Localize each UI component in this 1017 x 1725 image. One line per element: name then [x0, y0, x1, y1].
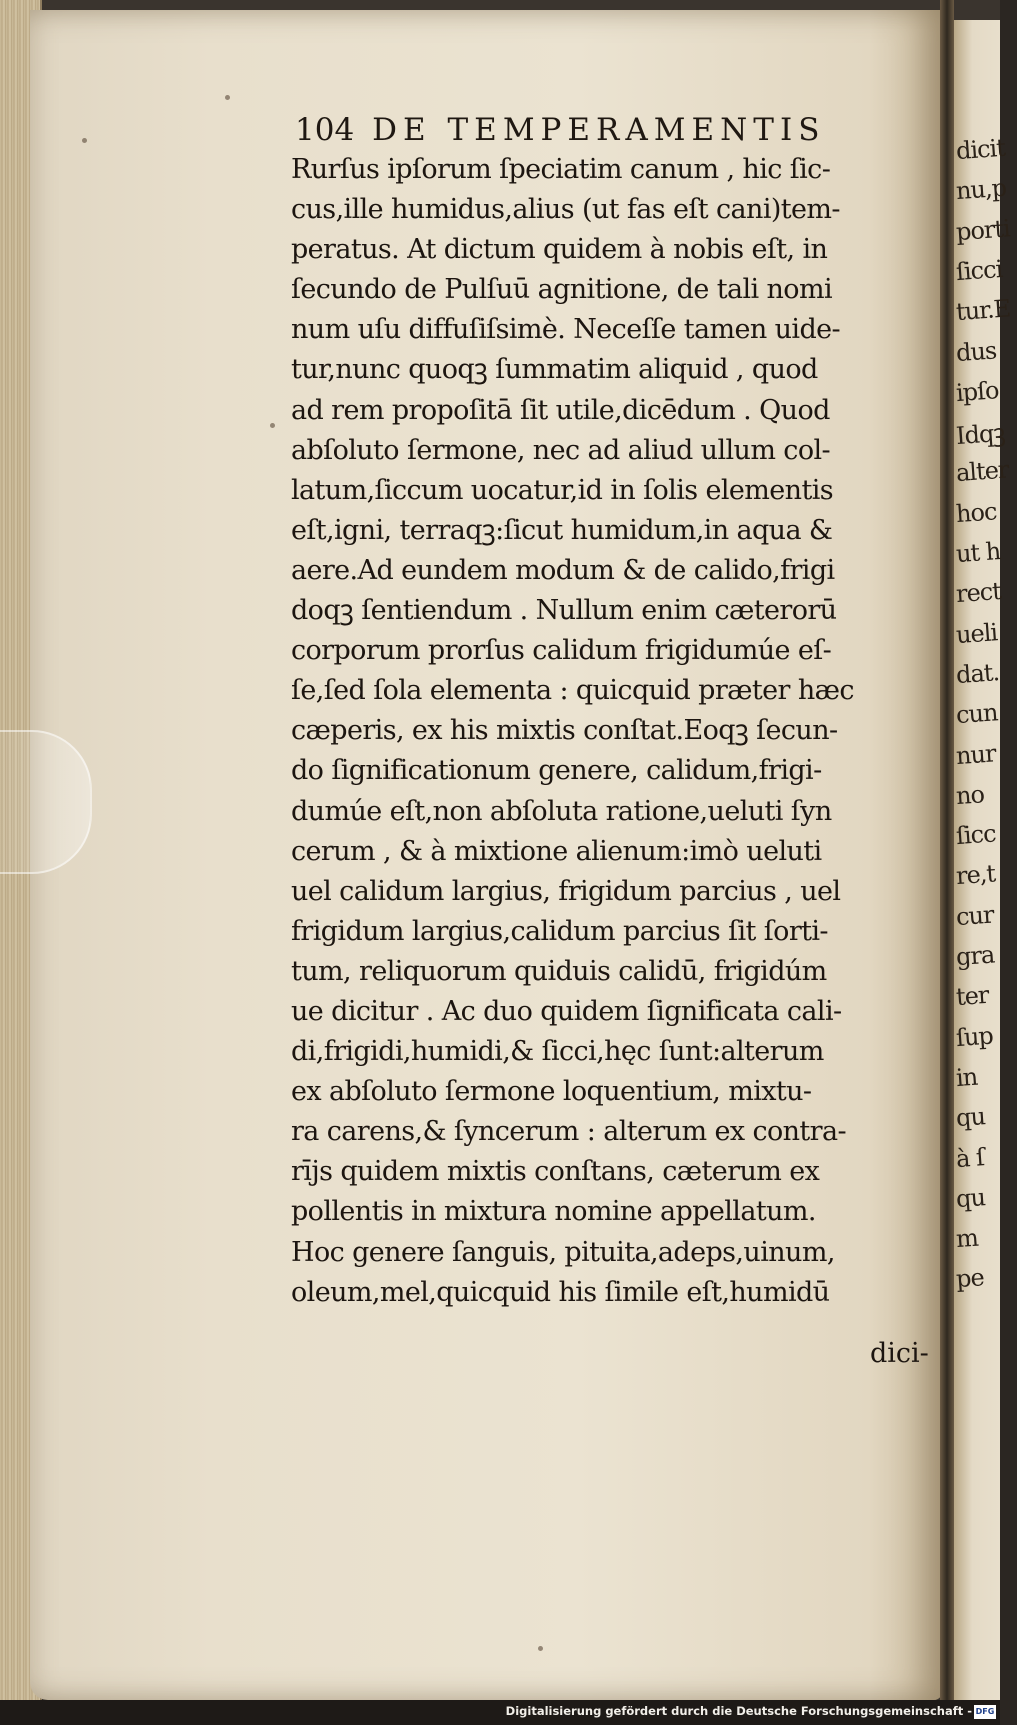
recto-text-fragment: nu,p	[955, 173, 1007, 206]
text-line: pollentis in mixtura nomine appellatum.	[291, 1196, 816, 1228]
text-line: frigidum largius,calidum parcius ſit ſorti-	[291, 915, 828, 947]
text-line: cus,ille humidus,alius (ut fas eſt cani)tem-	[291, 194, 840, 226]
recto-text-fragment: qu	[955, 1102, 986, 1133]
text-line: ſe,ſed ſola elementa : quicquid præter hæc	[291, 675, 854, 707]
text-line: rījs quidem mixtis conſtans, cæterum ex	[291, 1156, 820, 1188]
text-line: Rurſus ipſorum ſpeciatim canum , hic ſic-	[291, 154, 831, 185]
recto-text-fragment: ipſo	[955, 375, 1000, 407]
paper-speck	[270, 423, 275, 428]
text-line: abſoluto ſermone, nec ad aliud ullum col-	[291, 434, 831, 466]
text-line: num uſu diffuſiſsimè. Neceſſe tamen uide-	[291, 314, 841, 346]
body-text	[291, 150, 931, 1313]
recto-text-fragment: nur	[955, 738, 997, 770]
text-line: ex abſoluto ſermone loquentium, mixtu-	[291, 1076, 812, 1108]
recto-text-fragment: ter	[955, 981, 990, 1012]
recto-text-fragment: ut h	[955, 537, 1002, 569]
text-line: eſt,igni, terraqꝫ:ſicut humidum,in aqua &	[291, 514, 833, 546]
recto-text-fragment: pe	[955, 1263, 985, 1294]
paper-speck	[538, 1646, 543, 1651]
text-line: latum,ſiccum uocatur,id in ſolis elementis	[291, 474, 833, 506]
recto-text-fragment: qu	[955, 1182, 986, 1213]
text-line: ra carens,& ſyncerum : alterum ex contra-	[291, 1116, 847, 1148]
recto-text-fragment: Idqꝫ	[955, 418, 1006, 451]
recto-page-edge	[954, 20, 1012, 1700]
text-line: dumúe eſt,non abſoluta ratione,ueluti ſyn	[291, 795, 832, 827]
recto-text-fragment: tur.E	[955, 294, 1012, 327]
recto-text-fragment: ſicc	[955, 819, 997, 851]
text-line: di,frigidi,humidi,& ſicci,hęc ſunt:alterum	[291, 1036, 824, 1068]
paper-speck	[225, 95, 230, 100]
recto-text-fragment: porti	[955, 213, 1011, 246]
recto-text-fragment: cur	[955, 900, 995, 931]
text-line: ſecundo de Pulſuū agnitione, de tali nomi	[291, 274, 832, 306]
text-line: ue dicitur . Ac duo quidem ſignificata cali-	[291, 995, 842, 1027]
recto-text-fragment: ſicci	[955, 254, 1004, 286]
recto-text-fragment: cun	[955, 698, 999, 730]
dfg-logo: DFG	[974, 1705, 996, 1719]
text-line: corporum prorſus calidum frigidumúe eſ-	[291, 635, 832, 667]
page-number: 104	[295, 112, 355, 148]
recto-text-fragment: alter	[955, 455, 1010, 488]
recto-text-fragment: dat.	[955, 658, 1000, 689]
recto-text-fragment: rect	[955, 577, 1002, 609]
text-line: aere.Ad eundem modum & de calido,frigi	[291, 554, 835, 586]
text-line: uel calidum largius, frigidum parcius , uel	[291, 875, 841, 907]
text-line: Hoc genere ſanguis, pituita,adeps,uinum,	[291, 1236, 835, 1268]
recto-text-fragment: gra	[955, 940, 996, 972]
running-header	[295, 112, 825, 148]
text-line: do ſignificationum genere, calidum,frigi-	[291, 755, 822, 787]
recto-text-fragment: ſup	[955, 1021, 994, 1052]
recto-text-fragment: in	[955, 1062, 979, 1092]
recto-text-fragment: dicit	[955, 133, 1006, 166]
footer-credit: Digitalisierung gefördert durch die Deutsche Forschungsgemeinschaft -	[505, 1704, 972, 1718]
text-line: cerum , & à mixtione alienum:imò ueluti	[291, 835, 822, 867]
text-line: cæperis, ex his mixtis conſtat.Eoqꝫ ſecun-	[291, 715, 838, 747]
text-line: tum, reliquorum quiduis calidū, frigidúm	[291, 955, 827, 987]
text-line: tur,nunc quoqꝫ ſummatim aliquid , quod	[291, 354, 818, 386]
running-title: DE TEMPERAMENTIS	[372, 112, 826, 148]
text-line: peratus. At dictum quidem à nobis eſt, in	[291, 234, 828, 266]
recto-text-fragment: re,t	[955, 859, 996, 891]
recto-text-fragment: à ſ	[955, 1142, 985, 1173]
text-line: doqꝫ ſentiendum . Nullum enim cæterorū	[291, 595, 837, 627]
recto-text-fragment: m	[955, 1223, 979, 1254]
catchword: dici-	[870, 1338, 929, 1369]
book-gutter	[940, 0, 954, 1700]
recto-text-fragment: hoc	[955, 496, 998, 528]
paper-speck	[82, 138, 87, 143]
recto-text-fragment: no	[955, 779, 985, 810]
text-line: ad rem propoſitā ſit utile,dicēdum . Quod	[291, 394, 830, 426]
text-line: oleum,mel,quicquid his ſimile eſt,humidū	[291, 1276, 830, 1308]
recto-text-fragment: ueli	[955, 617, 998, 649]
recto-text-fragment: dus	[955, 335, 998, 367]
